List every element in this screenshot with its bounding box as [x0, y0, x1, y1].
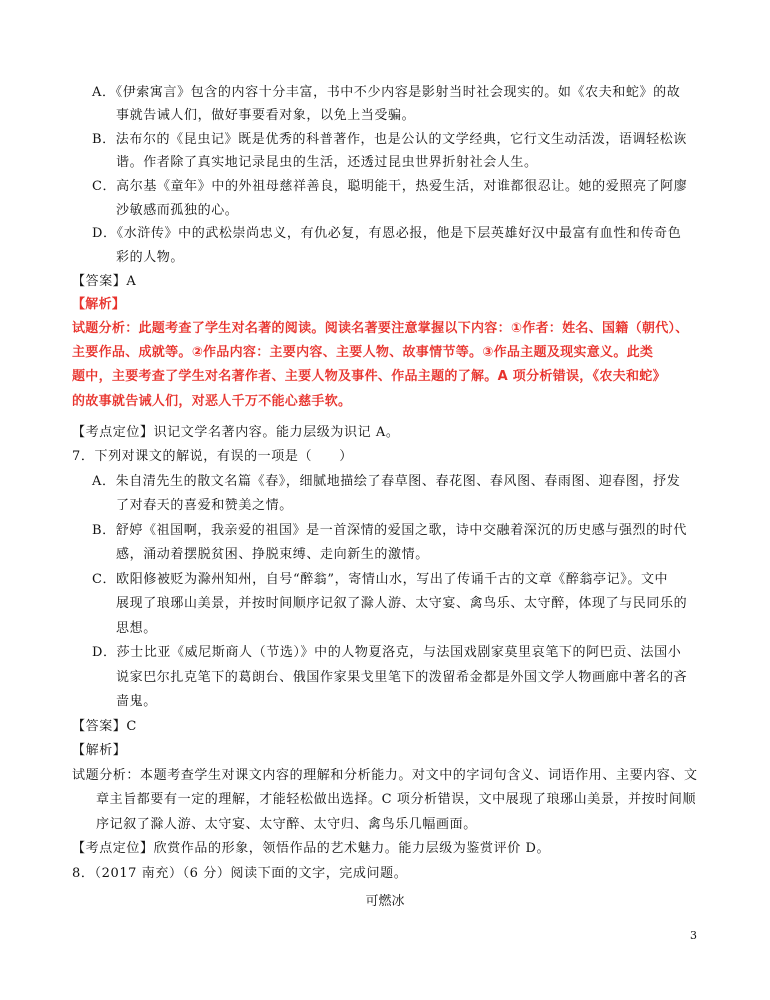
- q6-kaodian: 【考点定位】识记文学名著内容。能力层级为识记 A。: [72, 425, 400, 440]
- q6-option-c-line2: 沙敏感而孤独的心。: [116, 203, 239, 218]
- q7-option-a-line1: A．朱自清先生的散文名篇《春》，细腻地描绘了春草图、春花图、春风图、春雨图、迎春图，抒发: [92, 474, 681, 489]
- q7-analysis-line3: 序记叙了滁人游、太守宴、太守醉、太守归、禽鸟乐几幅画面。: [96, 817, 477, 832]
- q6-option-b-line2: 谐。作者除了真实地记录昆虫的生活，还透过昆虫世界折射社会人生。: [116, 155, 538, 170]
- q8-stem: 8．（2017 南充）（6 分）阅读下面的文字，完成问题。: [72, 866, 408, 881]
- q7-stem: 7．下列对课文的解说，有误的一项是（ ）: [72, 449, 353, 464]
- q7-option-b-line2: 感，涌动着摆脱贫困、挣脱束缚、走向新生的激情。: [116, 547, 429, 562]
- q6-analysis-line2: 主要作品、成就等。②作品内容：主要内容、主要人物、故事情节等。③作品主题及现实意义。此类: [72, 345, 654, 360]
- q6-option-d-line1: D．《水浒传》中的武松崇尚忠义，有仇必复，有恩必报，他是下层英雄好汉中最富有血性和传奇色: [92, 226, 682, 241]
- q7-option-c-line3: 思想。: [116, 621, 157, 636]
- q7-option-d-line2: 说家巴尔扎克笔下的葛朗台、俄国作家果戈里笔下的泼留希金都是外国文学人物画廊中著名的吝: [116, 670, 688, 685]
- q6-analysis-line1: 试题分析：此题考查了学生对名著的阅读。阅读名著要注意掌握以下内容：①作者：姓名、国籍（朝代）、: [72, 321, 689, 336]
- q7-analysis-line1: 试题分析：本题考查学生对课文内容的理解和分析能力。对文中的字词句含义、词语作用、主要内容、文: [72, 768, 698, 783]
- q7-analysis-line2: 章主旨都要有一定的理解，才能轻松做出选择。C 项分析错误，文中展现了琅琊山美景，并按时间顺: [96, 792, 697, 807]
- q6-option-a-line2: 事就告诫人们，做好事要看对象，以免上当受骗。: [116, 108, 416, 123]
- q6-answer: 【答案】A: [72, 274, 137, 289]
- q6-analysis-line4: 的故事就告诫人们，对恶人千万不能心慈手软。: [72, 394, 352, 409]
- q7-kaodian: 【考点定位】欣赏作品的形象，领悟作品的艺术魅力。能力层级为鉴赏评价 D。: [72, 841, 551, 856]
- q6-option-c-line1: C．高尔基《童年》中的外祖母慈祥善良，聪明能干，热爱生活，对谁都很忍让。她的爱照亮了阿廖: [92, 179, 688, 194]
- q6-analysis-title: 【解析】: [72, 297, 126, 312]
- q7-option-d-line3: 啬鬼。: [116, 694, 157, 709]
- q8-passage-title: 可燃冰: [365, 894, 405, 909]
- q7-option-a-line2: 了对春天的喜爱和赞美之情。: [116, 498, 293, 513]
- q7-option-c-line2: 展现了琅琊山美景，并按时间顺序记叙了滁人游、太守宴、禽鸟乐、太守醉，体现了与民同乐的: [116, 596, 688, 611]
- q7-option-d-line1: D．莎士比亚《威尼斯商人（节选）》中的人物夏洛克，与法国戏剧家莫里哀笔下的阿巴贡、法国小: [92, 645, 682, 660]
- q7-analysis-title: 【解析】: [72, 743, 127, 758]
- q7-option-c-line1: C．欧阳修被贬为滁州知州，自号“醉翁”，寄情山水，写出了传诵千古的文章《醉翁亭记》。文中: [92, 572, 669, 587]
- q6-option-d-line2: 彩的人物。: [116, 250, 185, 265]
- q7-answer: 【答案】C: [72, 719, 137, 734]
- page-number: 3: [690, 929, 697, 942]
- q6-analysis-line3: 题中，主要考查了学生对名著作者、主要人物及事件、作品主题的了解。A 项分析错误，《农夫和蛇》: [72, 369, 666, 384]
- q6-option-b-line1: B．法布尔的《昆虫记》既是优秀的科普著作，也是公认的文学经典，它行文生动活泼，语调轻松诙: [92, 132, 687, 147]
- q7-option-b-line1: B．舒婷《祖国啊，我亲爱的祖国》是一首深情的爱国之歌，诗中交融着深沉的历史感与强烈的时代: [92, 523, 687, 538]
- q6-option-a-line1: A．《伊索寓言》包含的内容十分丰富，书中不少内容是影射当时社会现实的。如《农夫和蛇》的故: [92, 85, 681, 100]
